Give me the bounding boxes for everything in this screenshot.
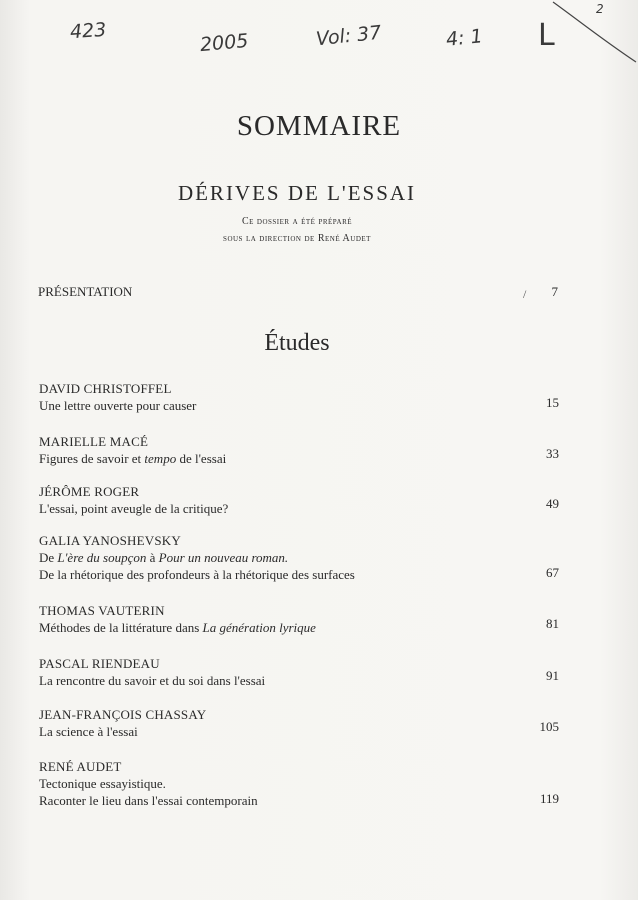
handwritten-note: 4: 1 (444, 25, 484, 51)
credit-line: sous la direction de René Audet (223, 233, 371, 244)
dossier-title: DÉRIVES DE L'ESSAI (177, 181, 417, 205)
page-number: 7 (551, 284, 558, 299)
entry-title: Une lettre ouverte pour causer (39, 398, 197, 413)
page-number: 67 (546, 565, 559, 580)
entry-title: L'essai, point aveugle de la critique? (39, 501, 229, 516)
credit-line: Ce dossier a été préparé (241, 216, 353, 227)
presentation-label: PRÉSENTATION (38, 284, 133, 299)
toc-entry (39, 532, 559, 583)
entry-author: THOMAS VAUTERIN (39, 603, 165, 618)
corner-pen-stroke (548, 0, 638, 70)
entry-title: Figures de savoir et tempo de l'essai (39, 451, 227, 466)
page-number: 91 (546, 668, 559, 683)
page-number: 119 (539, 791, 559, 806)
entry-title-line2: Raconter le lieu dans l'essai contemporain (39, 793, 258, 808)
page-number: 49 (546, 496, 559, 511)
page-number: 81 (546, 616, 559, 631)
entry-title-line2: De la rhétorique des profondeurs à la rhétorique des surfaces (39, 567, 355, 582)
handwritten-note: 2005 (199, 29, 250, 57)
handwritten-note: 423 (69, 18, 107, 44)
entry-author: PASCAL RIENDEAU (39, 656, 160, 671)
toc-entry (39, 483, 559, 517)
handwritten-note: L (538, 18, 555, 53)
entry-title: La rencontre du savoir et du soi dans l'essai (39, 673, 266, 688)
toc-entry (39, 602, 559, 636)
entry-author: DAVID CHRISTOFFEL (39, 381, 172, 396)
entry-author: JÉRÔME ROGER (39, 484, 140, 499)
page-number: 15 (546, 395, 559, 410)
page-title: SOMMAIRE (236, 110, 402, 142)
entry-author: GALIA YANOSHEVSKY (39, 533, 181, 548)
handwritten-note: 2 (596, 2, 604, 16)
entry-author: RENÉ AUDET (39, 759, 122, 774)
page-number: 33 (546, 446, 559, 461)
entry-author: JEAN-FRANÇOIS CHASSAY (39, 707, 207, 722)
handwritten-note: Vol: 37 (315, 21, 383, 51)
toc-entry (39, 758, 559, 809)
entry-title: Méthodes de la littérature dans La génération lyrique (39, 620, 316, 635)
entry-title: Tectonique essayistique. (39, 776, 166, 791)
toc-entry (39, 706, 559, 740)
section-heading: Études (264, 330, 330, 356)
pen-mark: / (523, 287, 527, 301)
entry-author: MARIELLE MACÉ (39, 434, 149, 449)
page-number: 105 (539, 719, 559, 734)
toc-entry (39, 433, 559, 467)
toc-entry (39, 655, 559, 689)
toc-entry (39, 380, 559, 414)
entry-title: De L'ère du soupçon à Pour un nouveau roman. (39, 550, 289, 565)
entry-title: La science à l'essai (39, 724, 138, 739)
